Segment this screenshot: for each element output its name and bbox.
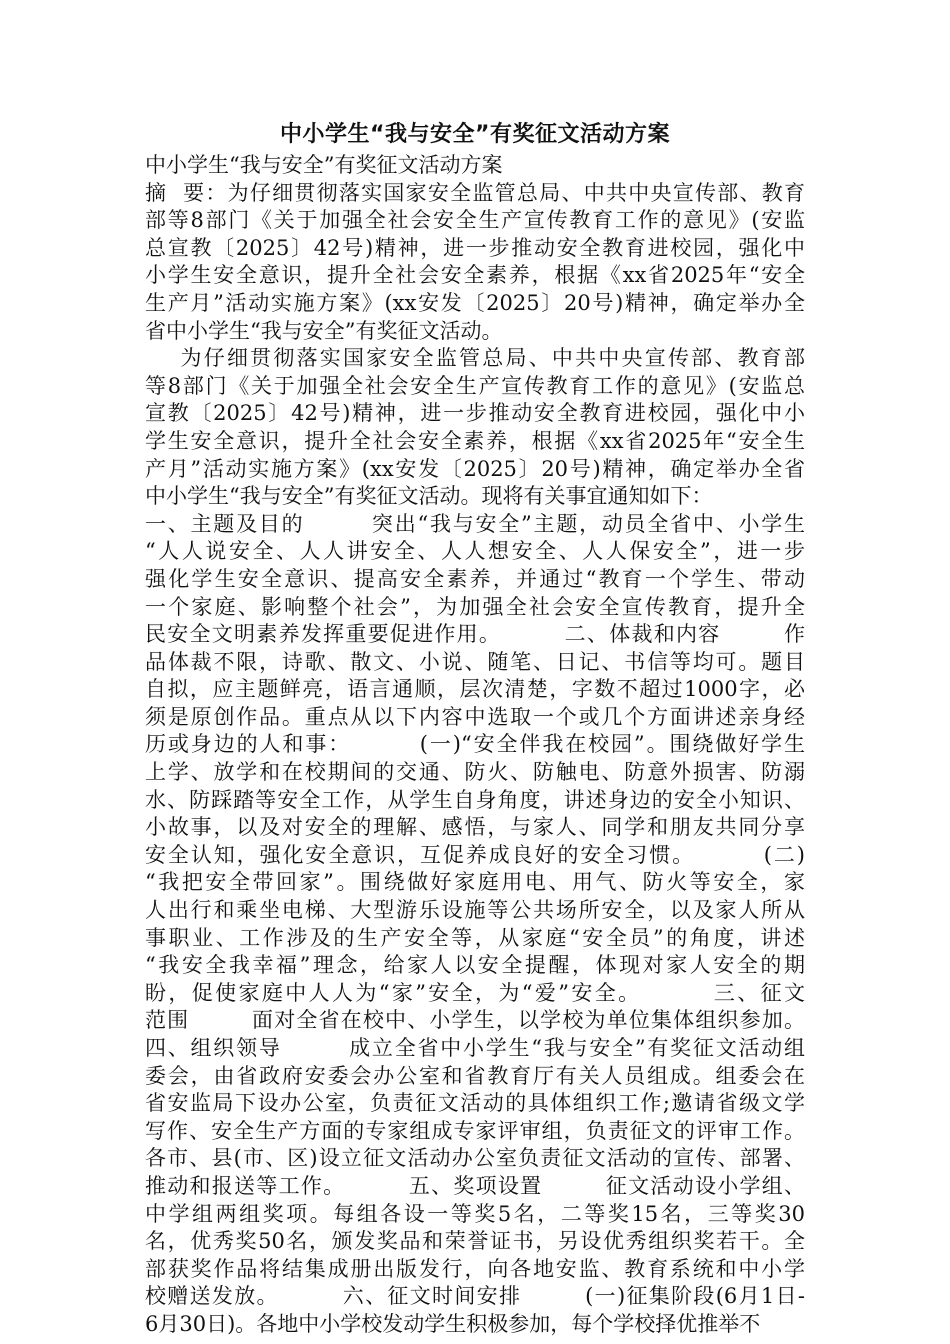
body-line: 中学组两组奖项。每组各设一等奖5名，二等奖15名，三等奖30 [145,1201,805,1226]
body-line: 省中小学生“我与安全”有奖征文活动。 [145,318,503,343]
body-line: 范围 面对全省在校中、小学生，以学校为单位集体组织参加。 [145,1008,805,1033]
body-line: “人人说安全、人人讲安全、人人想安全、人人保安全”，进一步 [145,539,805,564]
body-line: 盼，促使家庭中人人为“家”安全，为“爱”安全。 三、征文 [145,980,805,1005]
body-line: 写作、安全生产方面的专家组成专家评审组，负责征文的评审工作。 [145,1118,805,1143]
body-line: 生产月”活动实施方案》(xx安发〔2025〕20号)精神，确定举办全 [145,290,805,315]
body-line: 小学生安全意识，提升全社会安全素养，根据《xx省2025年“安全 [145,263,805,288]
body-line: 须是原创作品。重点从以下内容中选取一个或几个方面讲述亲身经 [145,704,805,729]
body-line: 产月”活动实施方案》(xx安发〔2025〕20号)精神，确定举办全省 [145,456,805,481]
body-line: 人出行和乘坐电梯、大型游乐设施等公共场所安全，以及家人所从 [145,898,805,923]
body-line: 一、主题及目的 突出“我与安全”主题，动员全省中、小学生 [145,511,805,536]
document-page [145,118,805,1339]
body-line: “我安全我幸福”理念，给家人以安全提醒，体现对家人安全的期 [145,953,805,978]
body-line: 部获奖作品将结集成册出版发行，向各地安监、教育系统和中小学 [145,1256,805,1281]
body-line: 小故事，以及对安全的理解、感悟，与家人、同学和朋友共同分享 [145,815,805,840]
body-line: 强化学生安全意识、提高安全素养，并通过“教育一个学生、带动 [145,566,805,591]
body-line: 宣教〔2025〕42号)精神，进一步推动安全教育进校园，强化中小 [145,401,805,426]
body-line: 事职业、工作涉及的生产安全等，从家庭“安全员”的角度，讲述 [145,925,805,950]
body-line: 各市、县(市、区)设立征文活动办公室负责征文活动的宣传、部署、 [145,1146,805,1171]
body-line: 委会，由省政府安委会办公室和省教育厅有关人员组成。组委会在 [145,1063,805,1088]
body-line: 四、组织领导 成立全省中小学生“我与安全”有奖征文活动组 [145,1036,805,1060]
body-line: 民安全文明素养发挥重要促进作用。 二、体裁和内容 作 [145,622,805,647]
body-line: 校赠送发放。 六、征文时间安排 (一)征集阶段(6月1日- [145,1284,805,1309]
body-line: 6月30日)。各地中小学校发动学生积极参加，每个学校择优推举不 [145,1311,761,1336]
body-line: 部等8部门《关于加强全社会安全生产宣传教育工作的意见》(安监 [145,208,805,233]
body-line: 摘 要：为仔细贯彻落实国家安全监管总局、中共中央宣传部、教育 [145,180,805,205]
body-line: 安全认知，强化安全意识，互促养成良好的安全习惯。 (二) [145,842,805,867]
body-line: 等8部门《关于加强全社会安全生产宣传教育工作的意见》(安监总 [145,373,805,398]
document-title: 中小学生“我与安全”有奖征文活动方案 [280,122,670,147]
body-line: 为仔细贯彻落实国家安全监管总局、中共中央宣传部、教育部 [145,346,805,371]
document-body [145,152,805,1339]
body-line: 水、防踩踏等安全工作，从学生自身角度，讲述身边的安全小知识、 [145,787,805,812]
body-line: 历或身边的人和事： (一)“安全伴我在校园”。围绕做好学生 [145,732,805,757]
body-line: 中小学生“我与安全”有奖征文活动。现将有关事宜通知如下： [145,484,713,509]
body-line: 自拟，应主题鲜亮，语言通顺，层次清楚，字数不超过1000字，必 [145,677,805,702]
body-line: 省安监局下设办公室，负责征文活动的具体组织工作;邀请省级文学 [145,1091,805,1116]
body-line: 学生安全意识，提升全社会安全素养，根据《xx省2025年“安全生 [145,428,805,453]
body-line: 一个家庭、影响整个社会”，为加强全社会安全宣传教育，提升全 [145,594,805,619]
body-line: “我把安全带回家”。围绕做好家庭用电、用气、防火等安全，家 [145,870,805,895]
body-line: 总宣教〔2025〕42号)精神，进一步推动安全教育进校园，强化中 [145,235,805,260]
body-line: 上学、放学和在校期间的交通、防火、防触电、防意外损害、防溺 [145,760,805,785]
body-line: 名，优秀奖50名，颁发奖品和荣誉证书，另设优秀组织奖若干。全 [145,1229,805,1254]
body-line: 品体裁不限，诗歌、散文、小说、随笔、日记、书信等均可。题目 [145,649,805,674]
body-line: 推动和报送等工作。 五、奖项设置 征文活动设小学组、 [145,1173,805,1198]
body-line: 中小学生“我与安全”有奖征文活动方案 [145,153,503,177]
